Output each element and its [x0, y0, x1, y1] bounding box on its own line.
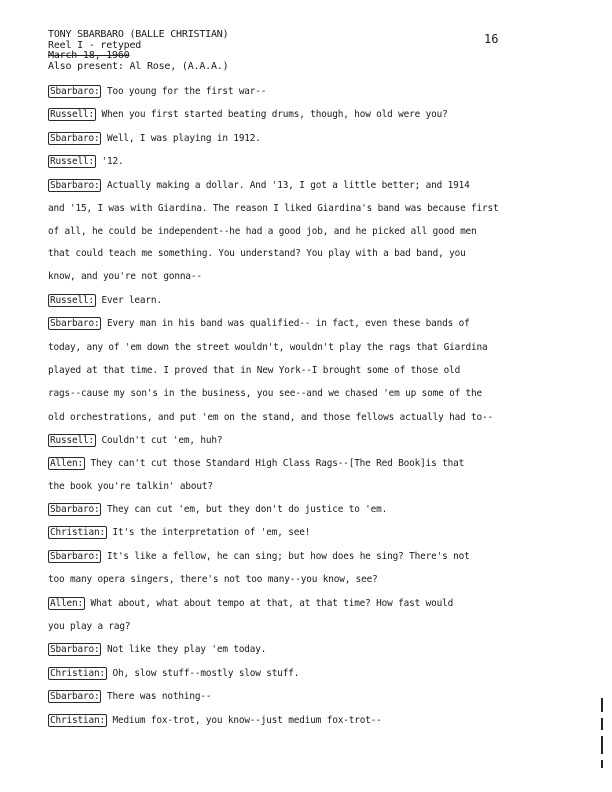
line-text: '12.	[101, 156, 124, 167]
speaker-label: Sbarbaro:	[50, 180, 100, 191]
transcript-line	[48, 109, 448, 120]
speaker-label: Allen:	[50, 598, 83, 609]
transcript-line	[48, 458, 464, 469]
line-text: know, and you're not gonna--	[48, 271, 202, 282]
transcript-line	[48, 668, 299, 679]
line-text: the book you're talkin' about?	[48, 481, 213, 492]
line-text: They can cut 'em, but they don't do justice to 'em.	[106, 504, 388, 515]
header-also-present: Also present: Al Rose, (A.A.A.)	[48, 60, 229, 72]
speaker-label: Sbarbaro:	[50, 644, 100, 655]
line-text: It's like a fellow, he can sing; but how does he sing? There's not	[106, 551, 470, 562]
speaker-label: Sbarbaro:	[50, 133, 100, 144]
page-number: 16	[484, 32, 499, 46]
margin-mark	[601, 718, 603, 730]
transcript-line	[48, 644, 266, 655]
document-header	[48, 30, 228, 72]
transcript-line	[48, 504, 387, 515]
header-reel: Reel I - retyped	[48, 39, 142, 51]
line-text: Not like they play 'em today.	[106, 644, 267, 655]
line-text: you play a rag?	[48, 621, 131, 632]
line-text: Actually making a dollar. And '13, I got a little better; and 1914	[106, 180, 470, 191]
transcript-line	[48, 551, 470, 562]
line-text: too many opera singers, there's not too many--you know, see?	[48, 574, 378, 585]
transcript-line	[48, 226, 477, 237]
transcript-line	[48, 715, 382, 726]
transcript-line	[48, 295, 162, 306]
transcript-line	[48, 86, 266, 97]
speaker-label: Sbarbaro:	[50, 318, 100, 329]
line-text: Oh, slow stuff--mostly slow stuff.	[112, 668, 300, 679]
transcript-line	[48, 271, 202, 282]
line-text: and '15, I was with Giardina. The reason I liked Giardina's band was because first	[48, 203, 499, 214]
transcript-line	[48, 691, 211, 702]
transcript-line	[48, 248, 466, 259]
transcript-line	[48, 133, 261, 144]
line-text: They can't cut those Standard High Class Rags--[The Red Book]is that	[90, 458, 465, 469]
speaker-label: Sbarbaro:	[50, 504, 100, 515]
line-text: It's the interpretation of 'em, see!	[112, 527, 311, 538]
transcript-line	[48, 318, 470, 329]
line-text: of all, he could be independent--he had a good job, and he picked all good men	[48, 226, 477, 237]
line-text: Well, I was playing in 1912.	[106, 133, 261, 144]
transcript-line	[48, 435, 222, 446]
line-text: Every man in his band was qualified-- in fact, even these bands of	[106, 318, 470, 329]
line-text: Couldn't cut 'em, huh?	[101, 435, 223, 446]
transcript-line	[48, 621, 130, 632]
margin-mark	[601, 698, 603, 712]
margin-mark	[601, 760, 603, 768]
line-text: Medium fox-trot, you know--just medium fox-trot--	[112, 715, 382, 726]
transcript-line	[48, 180, 470, 191]
line-text: Ever learn.	[101, 295, 162, 306]
line-text: rags--cause my son's in the business, you see--and we chased 'em up some of the	[48, 388, 483, 399]
speaker-label: Sbarbaro:	[50, 691, 100, 702]
transcript-line	[48, 412, 493, 423]
line-text: Too young for the first war--	[106, 86, 267, 97]
line-text: that could teach me something. You understand? You play with a bad band, you	[48, 248, 466, 259]
speaker-label: Allen:	[50, 458, 83, 469]
speaker-label: Sbarbaro:	[50, 86, 100, 97]
transcript-line	[48, 365, 460, 376]
line-text: What about, what about tempo at that, at that time? How fast would	[90, 598, 454, 609]
speaker-label: Christian:	[50, 527, 105, 538]
line-text: played at that time. I proved that in New York--I brought some of those old	[48, 365, 461, 376]
transcript-line	[48, 388, 482, 399]
transcript-line	[48, 527, 310, 538]
speaker-label: Christian:	[50, 715, 105, 726]
speaker-label: Russell:	[50, 156, 94, 167]
transcript-line	[48, 598, 453, 609]
line-text: There was nothing--	[106, 691, 212, 702]
transcript-line	[48, 156, 123, 167]
line-text: When you first started beating drums, though, how old were you?	[101, 109, 448, 120]
speaker-label: Sbarbaro:	[50, 551, 100, 562]
speaker-label: Russell:	[50, 435, 94, 446]
speaker-label: Christian:	[50, 668, 105, 679]
transcript-line	[48, 203, 499, 214]
line-text: old orchestrations, and put 'em on the stand, and those fellows actually had to--	[48, 412, 494, 423]
speaker-label: Russell:	[50, 295, 94, 306]
transcript-line	[48, 481, 213, 492]
transcript-line	[48, 342, 488, 353]
transcript-line	[48, 574, 378, 585]
margin-mark	[601, 736, 603, 754]
header-date: March 18, 1960	[48, 50, 130, 61]
line-text: today, any of 'em down the street wouldn't, wouldn't play the rags that Giardina	[48, 342, 488, 353]
speaker-label: Russell:	[50, 109, 94, 120]
header-title: TONY SBARBARO (BALLE CHRISTIAN)	[48, 29, 229, 40]
